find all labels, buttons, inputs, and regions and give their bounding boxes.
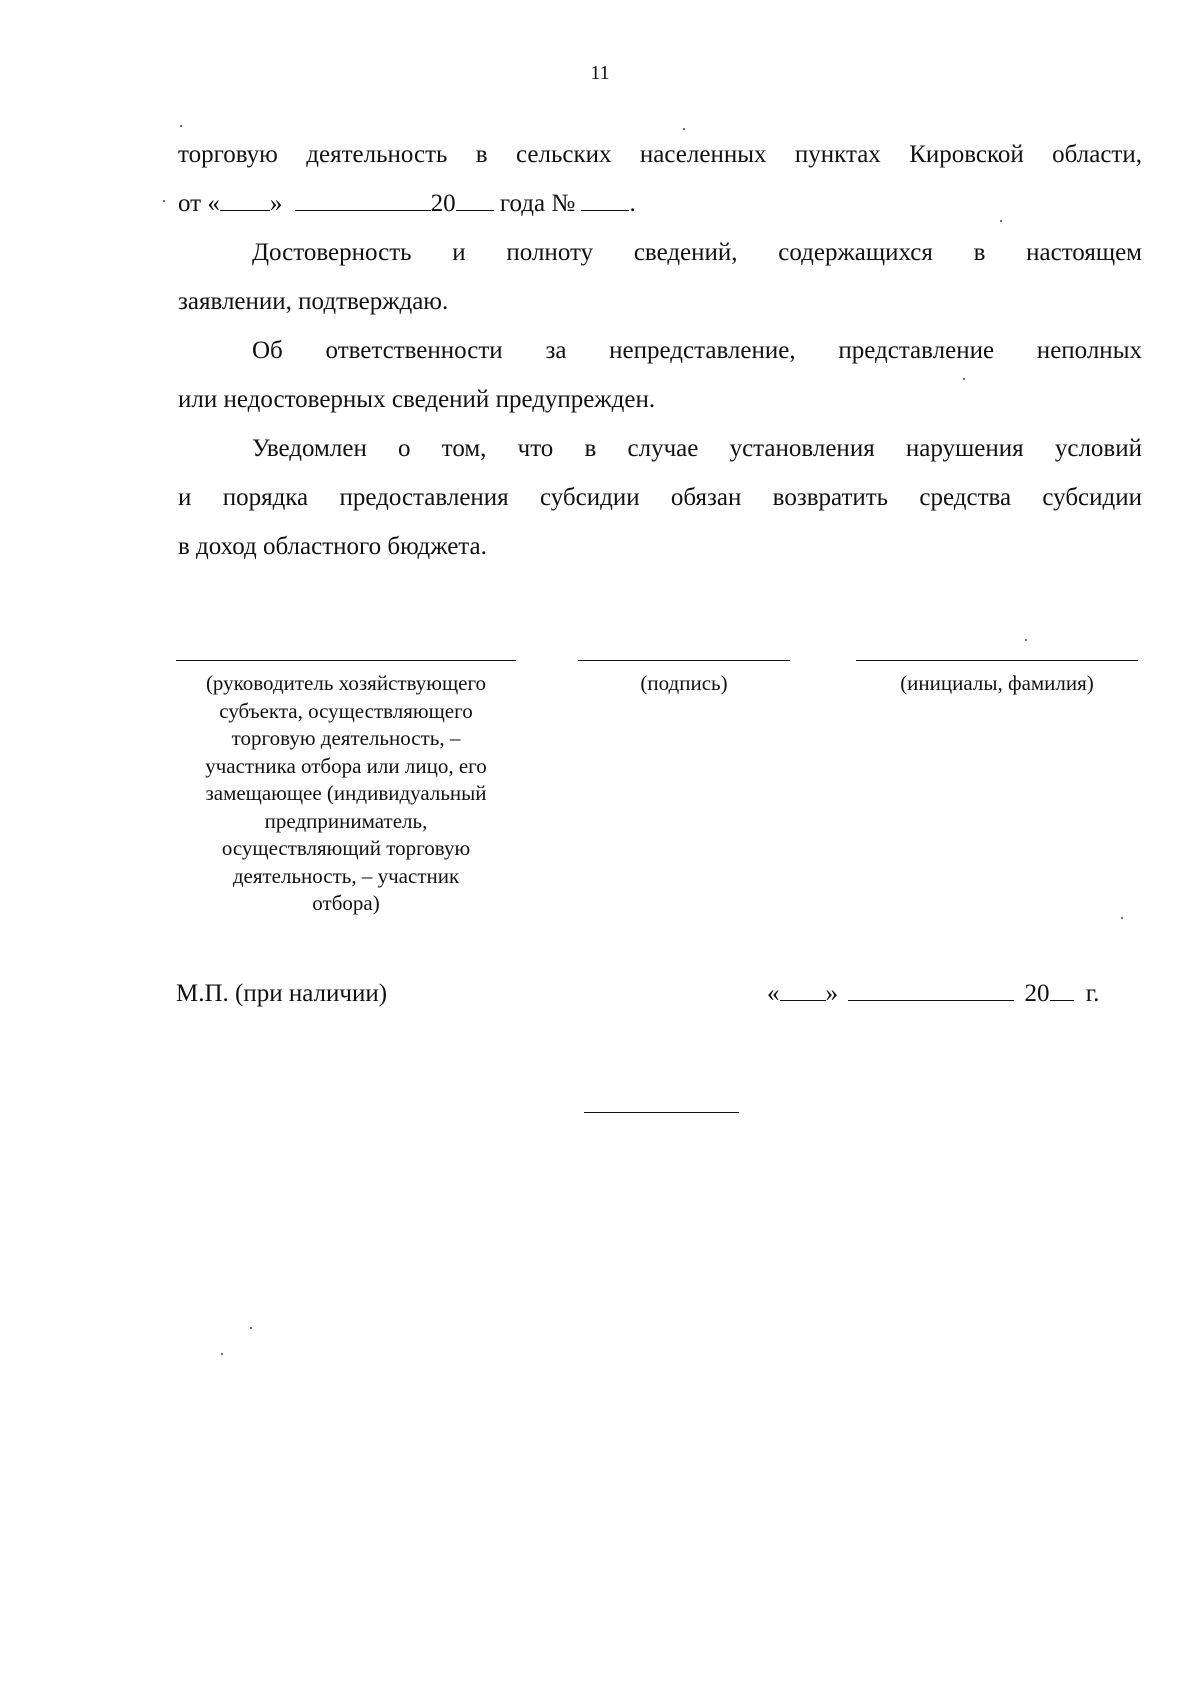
decision-reference-line [178, 179, 1142, 228]
year-prefix: 20 [430, 190, 456, 217]
continuation-line: торговую деятельность в сельских населенных пунктах Кировской области, [178, 141, 1142, 168]
paragraph-first-line: Уведомлен о том, что в случае установления нарушения условий [252, 435, 1142, 462]
scan-speck [963, 378, 965, 380]
paragraph-notification [178, 424, 1142, 571]
caption-line: осуществляющий торговую [221, 836, 471, 860]
caption-line: отбора) [312, 891, 380, 915]
caption-line: замещающее (индивидуальный [205, 781, 487, 805]
year-number-label: года № [499, 190, 576, 217]
caption-line: участника отбора или лицо, его [205, 753, 487, 778]
paragraph-line: в доход областного бюджета. [178, 533, 487, 560]
stamp-label: М.П. (при наличии) [176, 980, 388, 1007]
end-rule [584, 1112, 739, 1113]
date-field [767, 980, 1099, 1008]
paragraph-responsibility [178, 326, 1142, 424]
name-line [856, 660, 1138, 661]
scan-speck [163, 200, 165, 202]
caption-line: деятельность, – участник [232, 863, 460, 888]
paragraph-line: и порядка предоставления субсидии обязан возвратить средства субсидии [178, 484, 1142, 511]
paragraph-first-line: Об ответственности за непредставление, представление неполных [252, 337, 1142, 364]
paragraph-first-line: Достоверность и полноту сведений, содержащихся в настоящем [252, 239, 1142, 266]
date-day-blank [780, 980, 826, 1001]
caption-line: торговую деятельность, – [231, 726, 461, 750]
signature-line [578, 660, 790, 661]
date-close-quote: » [825, 980, 838, 1007]
scan-speck [1121, 917, 1123, 919]
ot-label: от « [178, 190, 220, 217]
caption-line: предприниматель, [264, 808, 428, 833]
scan-speck [221, 1353, 223, 1355]
date-year-prefix: 20 [1024, 980, 1050, 1007]
date-year-blank [1050, 980, 1074, 1001]
month-blank [295, 190, 431, 211]
close-quote: » [269, 190, 283, 217]
caption-line: (руководитель хозяйствующего [205, 671, 487, 695]
head-caption [176, 670, 516, 918]
signature-caption: (подпись) [640, 671, 728, 695]
number-blank [581, 190, 629, 211]
paragraph-accuracy [178, 228, 1142, 326]
scan-speck [683, 128, 685, 130]
name-caption: (инициалы, фамилия) [900, 671, 1094, 695]
scan-speck [250, 1327, 252, 1329]
day-blank [220, 190, 270, 211]
page-number: 11 [590, 62, 610, 84]
date-open-quote: « [767, 980, 780, 1007]
paragraph-line: или недостоверных сведений предупрежден. [178, 386, 656, 413]
year-blank [456, 190, 494, 211]
paragraph-line: заявлении, подтверждаю. [178, 288, 449, 315]
period: . [629, 190, 636, 217]
head-signature-line [176, 660, 516, 661]
caption-line: субъекта, осуществляющего [219, 698, 473, 723]
scan-speck [1025, 639, 1027, 641]
date-month-blank [848, 980, 1014, 1001]
scan-speck [180, 125, 182, 127]
continuation-block [178, 130, 1142, 228]
scan-speck [1000, 220, 1002, 222]
date-year-suffix: г. [1085, 980, 1100, 1007]
